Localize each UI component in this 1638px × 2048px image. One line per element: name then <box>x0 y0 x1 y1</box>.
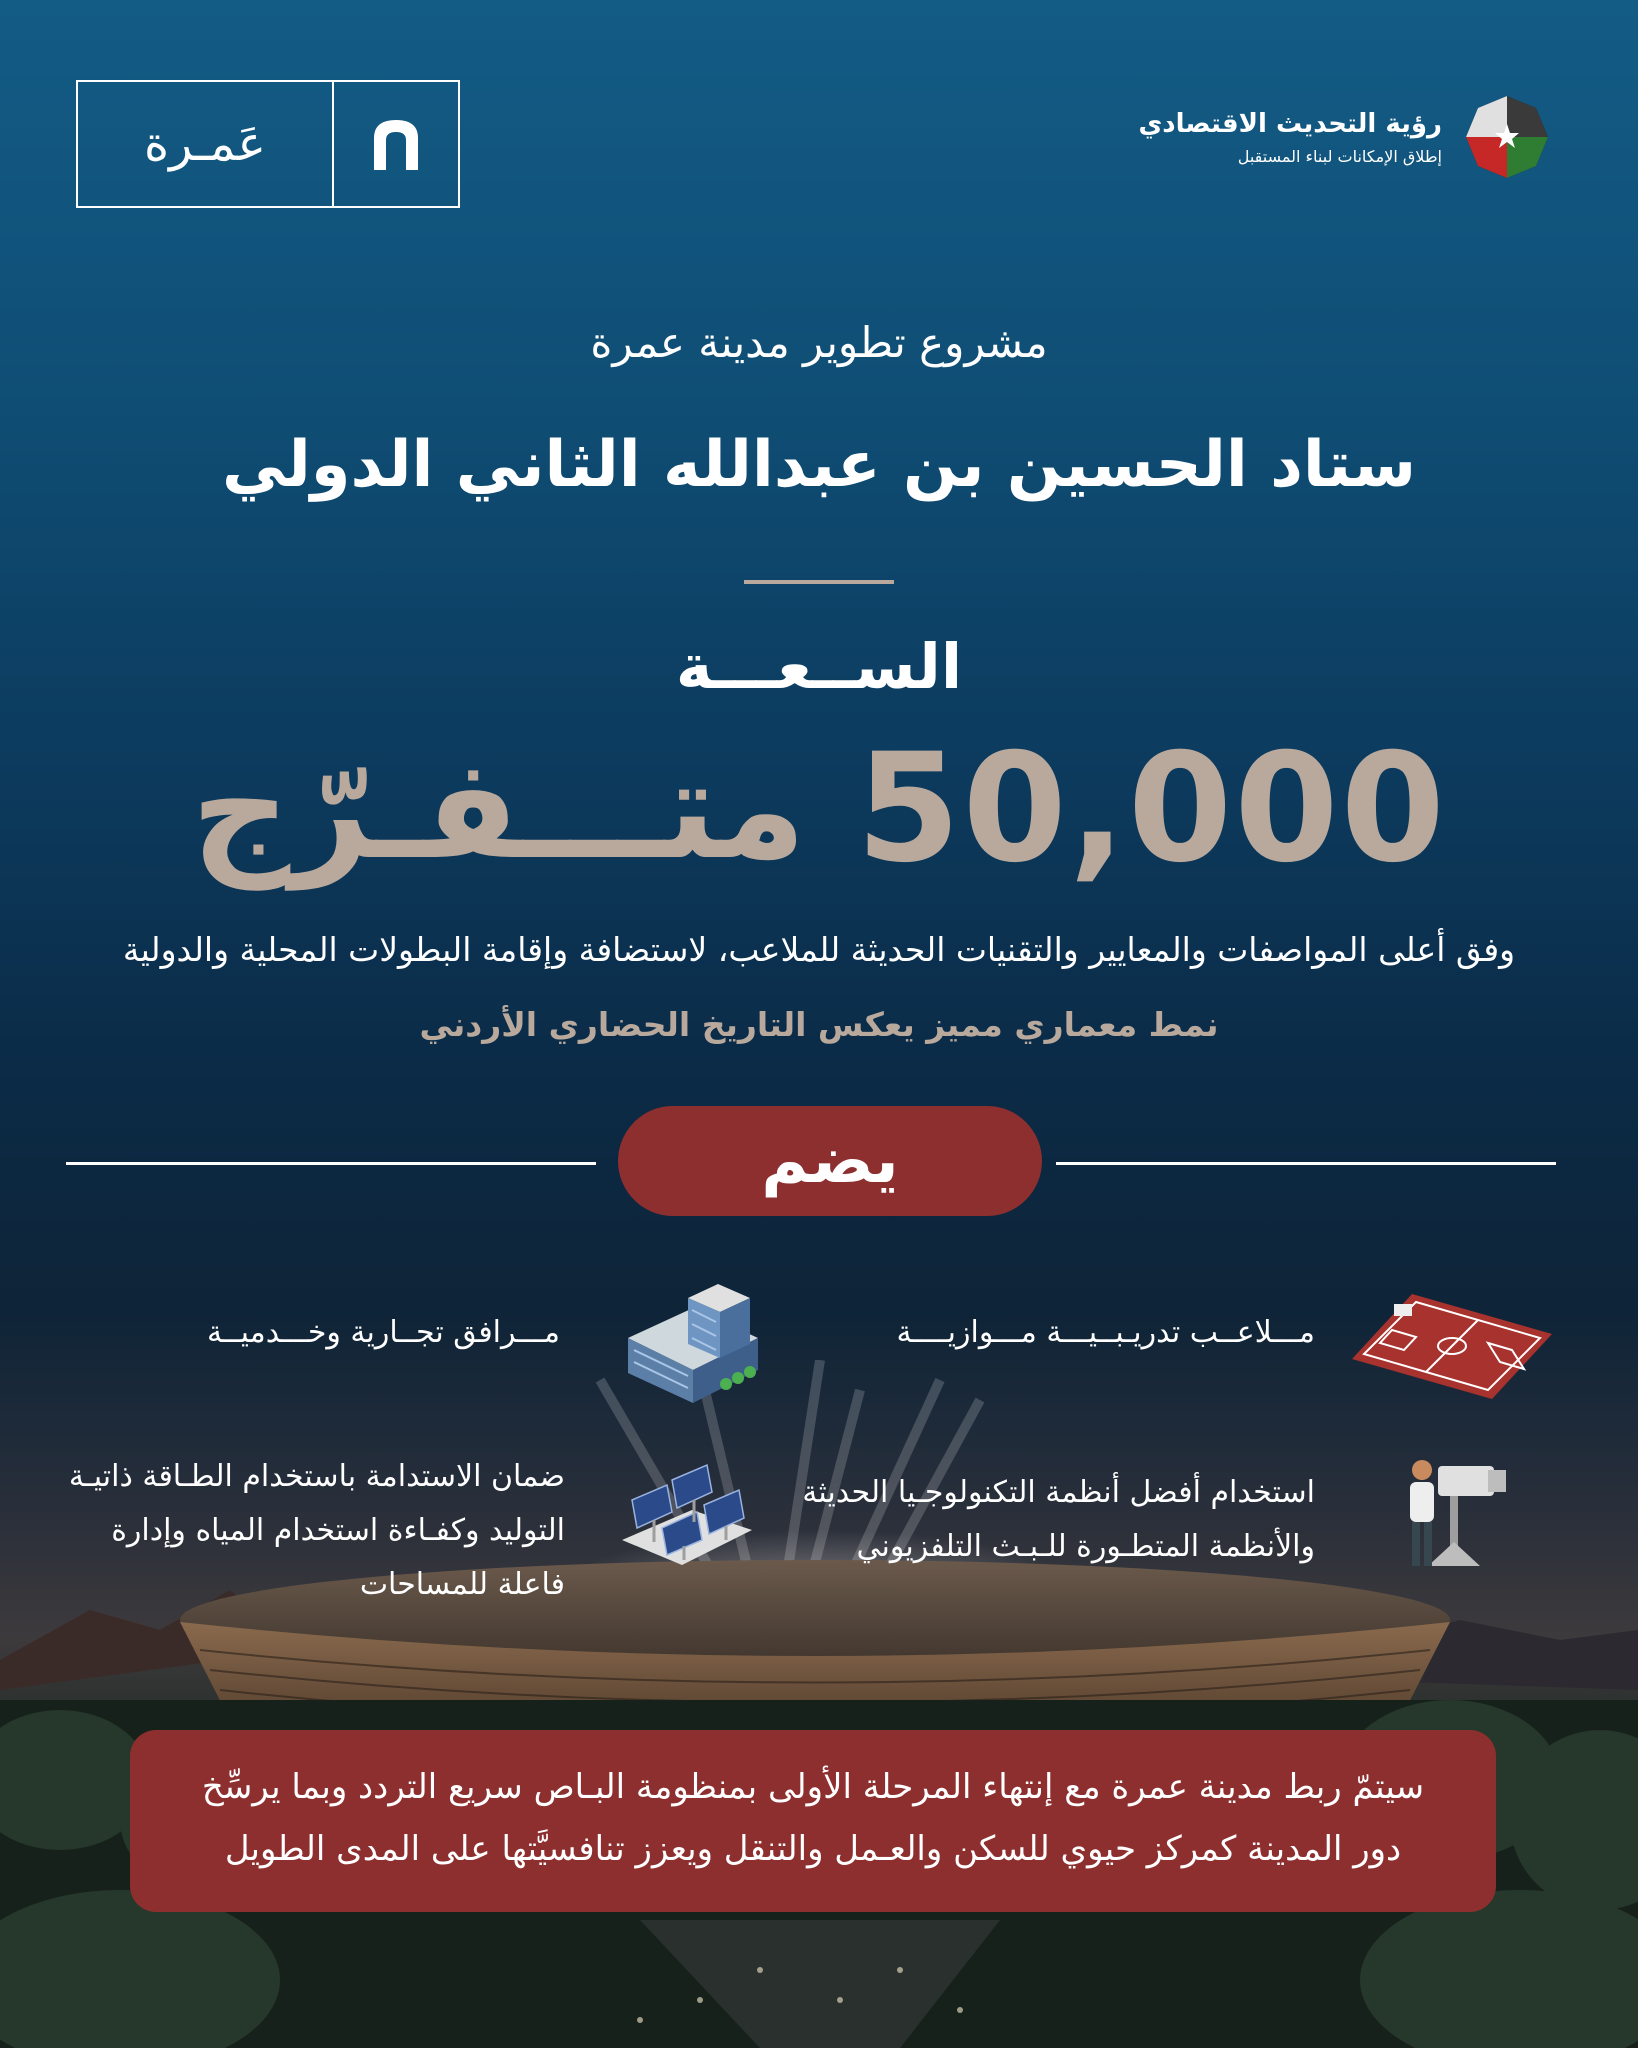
capacity-unit: متـــفـرّج <box>191 728 807 890</box>
feature-training-pitches: مـــلاعــب تدريـبــيـــة مـــوازيــــة <box>896 1315 1315 1350</box>
football-pitch-icon <box>1352 1284 1552 1404</box>
economic-vision-logo <box>1138 94 1550 180</box>
includes-divider-left <box>66 1162 596 1165</box>
capacity-label: الســعـــة <box>675 630 963 703</box>
vision-subtitle: إطلاق الإمكانات لبناء المستقبل <box>1237 146 1442 166</box>
jordan-vision-emblem-icon <box>1464 94 1550 180</box>
omra-wordmark: عَمـرة <box>78 82 334 206</box>
includes-divider-right <box>1056 1162 1556 1165</box>
commercial-building-icon <box>618 1278 768 1408</box>
architecture-line: نمط معماري مميز يعكس التاريخ الحضاري الأردني <box>419 1005 1219 1044</box>
project-subtitle: مشروع تطوير مدينة عمرة <box>590 318 1048 367</box>
includes-badge: يضم <box>618 1106 1042 1216</box>
stadium-title: ستاد الحسين بن عبدالله الثاني الدولي <box>221 428 1417 502</box>
capacity-number: 50,000 <box>856 722 1447 896</box>
tv-camera-operator-icon <box>1398 1446 1508 1576</box>
omra-n-mark-icon <box>334 82 458 206</box>
specifications-line: وفق أعلى المواصفات والمعايير والتقنيات الحديثة للملاعب، لاستضافة وإقامة البطولات المحلية والدولية <box>122 930 1516 969</box>
note-line-2: دور المدينة كمركز حيوي للسكن والعـمل والتنقل ويعزز تنافسيَّتها على المدى الطويل <box>224 1829 1402 1869</box>
feature-commercial-facilities: مـــرافق تجــارية وخـــدميــة <box>206 1315 560 1350</box>
capacity-figure <box>0 722 1638 896</box>
note-line-1: سيتمّ ربط مدينة عمرة مع إنتهاء المرحلة الأولى بمنظومة البـاص سريع التردد وبما يرسِّخ <box>201 1767 1425 1807</box>
feature-sustainability: ضمان الاستدامة باستخدام الطـاقة ذاتيـة التوليد وكفـاءة استخدام المياه وإدارة فاعلة للمساحات <box>68 1459 565 1602</box>
solar-panels-icon <box>612 1450 762 1580</box>
vision-title: رؤية التحديث الاقتصادي <box>1138 108 1442 139</box>
omra-logo <box>76 80 460 208</box>
title-divider <box>744 580 894 584</box>
brt-connection-note <box>130 1730 1496 1912</box>
feature-broadcast-technology: استخدام أفضل أنظمة التكنولوجـيا الحديثة والأنظمة المتطـورة للـبـث التلفزيوني <box>802 1475 1315 1564</box>
